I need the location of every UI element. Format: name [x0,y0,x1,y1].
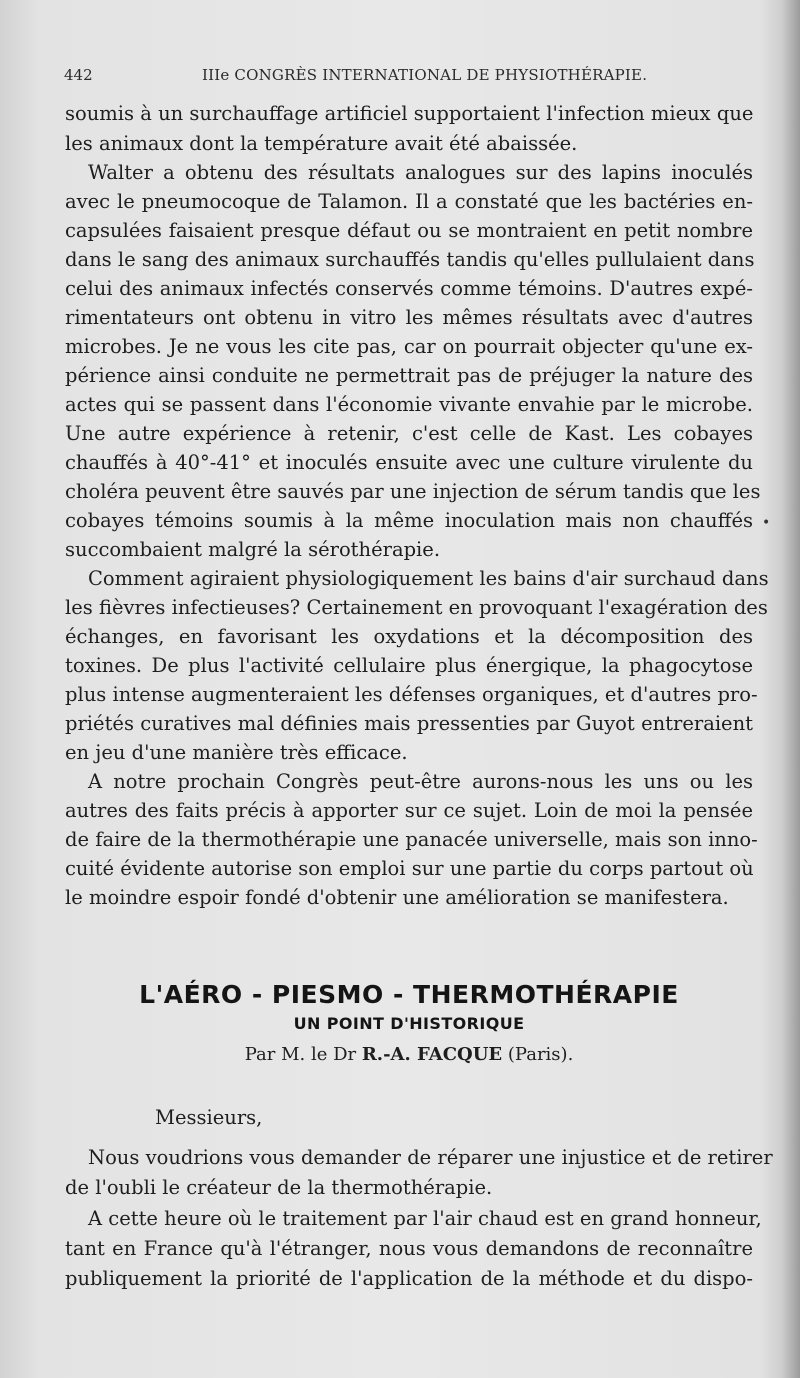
running-title: IIIe CONGRÈS INTERNATIONAL DE PHYSIOTHÉRAPIE. [202,66,648,84]
article-line: tant en France qu'à l'étranger, nous vous demandons de reconnaître [65,1237,753,1260]
body-line: avec le pneumocoque de Talamon. Il a constaté que les bactéries en- [65,190,753,213]
running-header [64,66,754,88]
body-line: actes qui se passent dans l'économie vivante envahie par le microbe. [65,393,753,416]
page-number: 442 [64,66,93,84]
body-line: périence ainsi conduite ne permettrait pas de préjuger la nature des [65,364,753,387]
body-line: les fièvres infectieuses? Certainement en provoquant l'exagération des [65,596,768,619]
body-line: succombaient malgré la sérothérapie. [65,538,441,561]
body-line: A notre prochain Congrès peut-être aurons-nous les uns ou les [88,770,753,793]
body-line: les animaux dont la température avait été abaissée. [65,132,578,155]
byline-prefix: Par M. le Dr [244,1044,357,1065]
body-line: Une autre expérience à retenir, c'est celle de Kast. Les cobayes [65,422,753,445]
body-line: échanges, en favorisant les oxydations et la décomposition des [65,625,753,648]
body-line: chauffés à 40°-41° et inoculés ensuite avec une culture virulente du [65,451,753,474]
article-line: de l'oubli le créateur de la thermothérapie. [65,1176,493,1199]
body-line: microbes. Je ne vous les cite pas, car on pourrait objecter qu'une ex- [65,335,753,358]
body-line: soumis à un surchauffage artificiel supportaient l'infection mieux que [65,102,754,125]
article-title: L'AÉRO - PIESMO - THERMOTHÉRAPIE [139,980,679,1009]
body-line: Walter a obtenu des résultats analogues sur des lapins inoculés [88,161,753,184]
body-line: choléra peuvent être sauvés par une injection de sérum tandis que les [65,480,761,503]
body-line: plus intense augmenteraient les défenses organiques, et d'autres pro- [65,683,758,706]
body-line: celui des animaux infectés conservés comme témoins. D'autres expé- [65,277,753,300]
article-line: A cette heure où le traitement par l'air chaud est en grand honneur, [88,1207,762,1230]
body-line: de faire de la thermothérapie une panacée universelle, mais son inno- [65,828,758,851]
body-line: dans le sang des animaux surchauffés tandis qu'elles pullulaient dans [65,248,755,271]
article-subtitle: UN POINT D'HISTORIQUE [293,1014,525,1033]
body-line: autres des faits précis à apporter sur ce sujet. Loin de moi la pensée [65,799,753,822]
article-line: publiquement la priorité de l'application de la méthode et du dispo- [65,1267,753,1290]
salutation: Messieurs, [155,1106,263,1129]
body-line: cobayes témoins soumis à la même inoculation mais non chauffés [65,509,753,532]
margin-mark: • [762,515,771,531]
body-line: capsulées faisaient presque défaut ou se montraient en petit nombre [65,219,753,242]
page-edge-shadow [782,0,800,1378]
body-line: cuité évidente autorise son emploi sur une partie du corps partout où [65,857,754,880]
body-line: Comment agiraient physiologiquement les bains d'air surchaud dans [88,567,769,590]
body-line: en jeu d'une manière très efficace. [65,741,408,764]
author-name: R.-A. FACQUE [361,1044,503,1065]
article-line: Nous voudrions vous demander de réparer une injustice et de retirer [88,1146,773,1169]
author-location: (Paris). [507,1044,574,1065]
body-line: priétés curatives mal définies mais pressenties par Guyot entreraient [65,712,753,735]
article-byline [65,1044,753,1065]
body-line: rimentateurs ont obtenu in vitro les mêmes résultats avec d'autres [65,306,753,329]
body-line: toxines. De plus l'activité cellulaire plus énergique, la phagocytose [65,654,753,677]
body-line: le moindre espoir fondé d'obtenir une amélioration se manifestera. [65,886,729,909]
